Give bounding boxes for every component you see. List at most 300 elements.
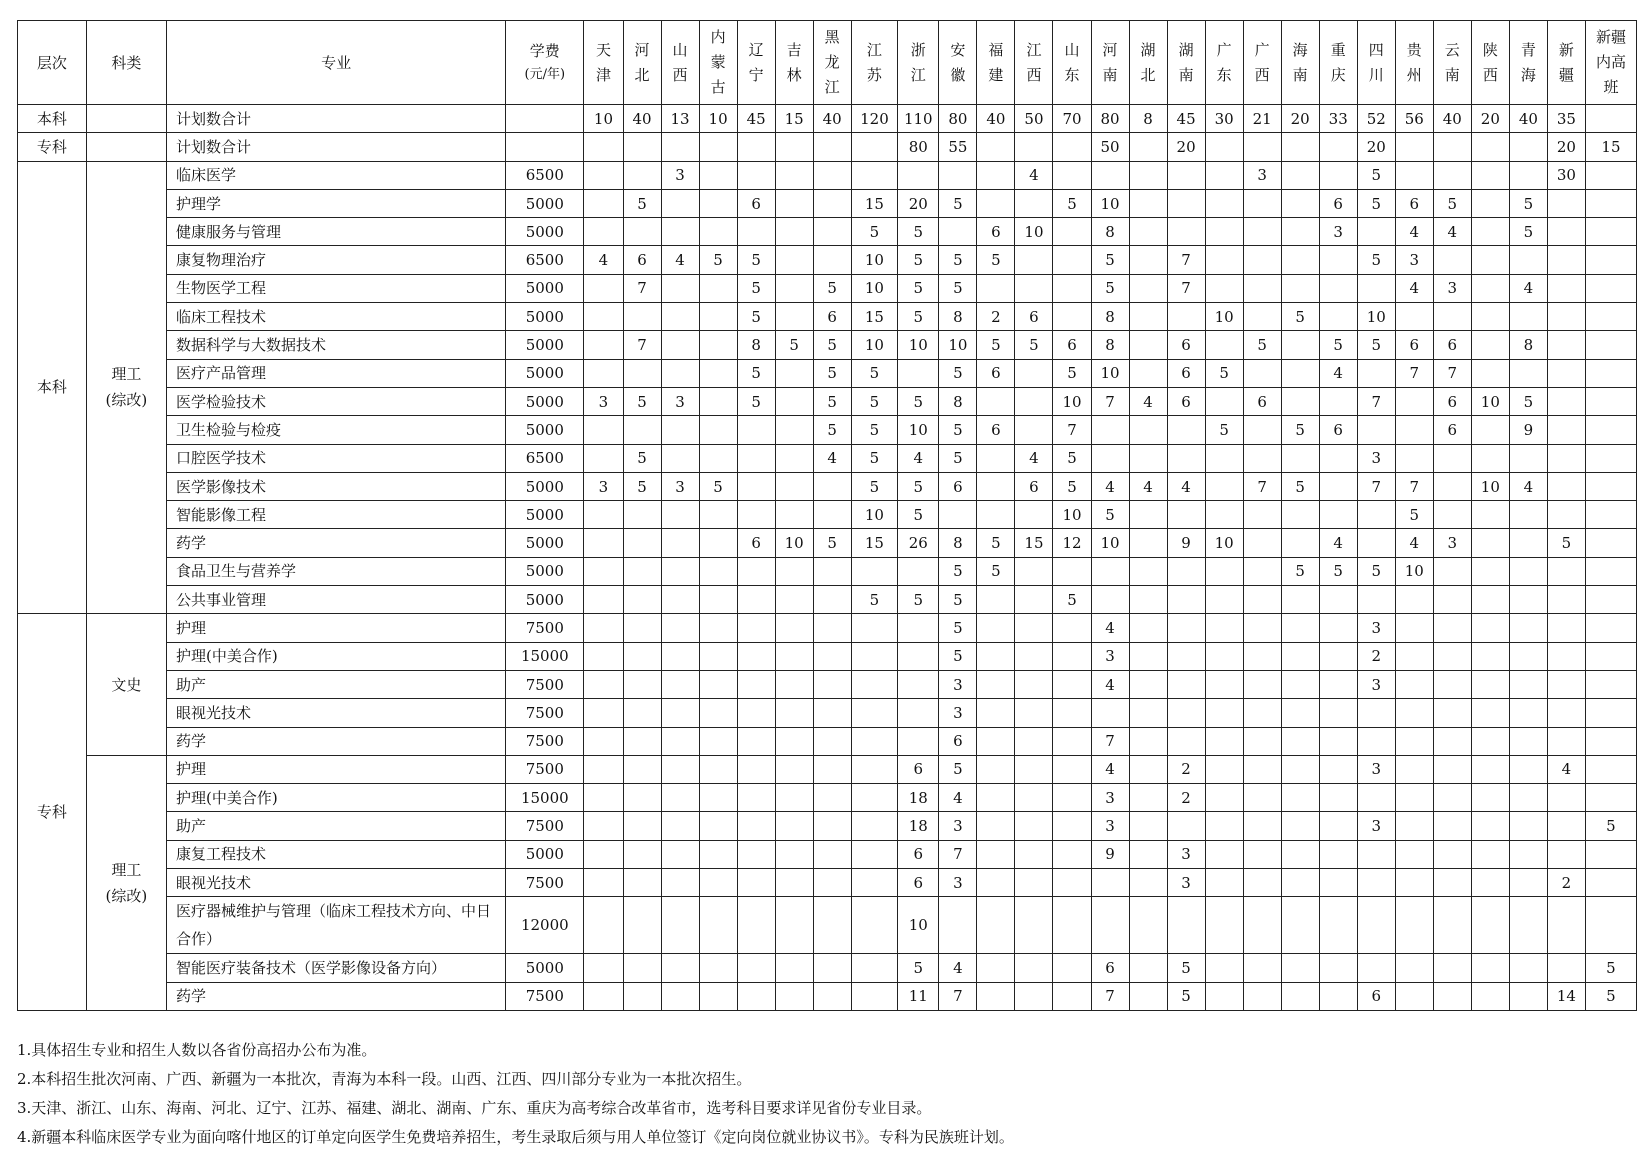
value-cell: 10 (851, 246, 897, 274)
value-cell: 5 (1509, 218, 1547, 246)
header-province: 福 建 (977, 21, 1015, 105)
value-cell (851, 982, 897, 1010)
value-cell (1509, 586, 1547, 614)
value-cell (1129, 614, 1167, 642)
value-cell: 20 (1281, 105, 1319, 133)
value-cell: 5 (898, 303, 939, 331)
value-cell (977, 670, 1015, 698)
value-cell (623, 954, 661, 982)
value-cell: 5 (939, 586, 977, 614)
value-cell: 4 (1395, 218, 1433, 246)
value-cell (1015, 670, 1053, 698)
value-cell (1243, 897, 1281, 954)
value-cell (1395, 727, 1433, 755)
value-cell (737, 869, 775, 897)
value-cell (1433, 614, 1471, 642)
value-cell: 3 (1357, 444, 1395, 472)
value-cell (1053, 218, 1091, 246)
value-cell: 5 (939, 755, 977, 783)
value-cell (977, 444, 1015, 472)
value-cell: 20 (1357, 133, 1395, 161)
value-cell (661, 189, 699, 217)
value-cell (699, 982, 737, 1010)
value-cell (1471, 840, 1509, 868)
value-cell: 5 (1053, 444, 1091, 472)
value-cell (939, 161, 977, 189)
value-cell (584, 501, 623, 529)
value-cell: 5 (898, 501, 939, 529)
value-cell (775, 189, 813, 217)
header-fee-unit: (元/年) (524, 66, 566, 82)
header-province: 海 南 (1281, 21, 1319, 105)
value-cell: 3 (1395, 246, 1433, 274)
value-cell: 4 (1015, 161, 1053, 189)
value-cell (775, 812, 813, 840)
value-cell (1281, 444, 1319, 472)
value-cell (623, 812, 661, 840)
value-cell (1091, 869, 1129, 897)
value-cell (1585, 274, 1636, 302)
value-cell: 33 (1319, 105, 1357, 133)
value-cell: 5 (623, 189, 661, 217)
value-cell (1547, 218, 1585, 246)
value-cell (851, 897, 897, 954)
value-cell (851, 614, 897, 642)
value-cell: 3 (939, 869, 977, 897)
value-cell: 7 (1357, 472, 1395, 500)
major-cell: 医疗器械维护与管理（临床工程技术方向、中日合作） (167, 897, 506, 954)
value-cell: 10 (898, 331, 939, 359)
value-cell (623, 784, 661, 812)
value-cell: 10 (851, 501, 897, 529)
fee-cell: 5000 (506, 303, 584, 331)
table-row (18, 614, 1637, 642)
value-cell (661, 982, 699, 1010)
value-cell (584, 359, 623, 387)
value-cell (1509, 557, 1547, 585)
value-cell: 5 (699, 472, 737, 500)
value-cell (1585, 387, 1636, 415)
value-cell (1357, 218, 1395, 246)
value-cell (1015, 614, 1053, 642)
value-cell: 2 (977, 303, 1015, 331)
value-cell (661, 133, 699, 161)
value-cell (1471, 557, 1509, 585)
value-cell (699, 359, 737, 387)
header-province: 辽 宁 (737, 21, 775, 105)
value-cell: 20 (1167, 133, 1205, 161)
value-cell (1585, 161, 1636, 189)
value-cell (1585, 557, 1636, 585)
value-cell: 6 (939, 727, 977, 755)
value-cell (1281, 501, 1319, 529)
value-cell (1509, 303, 1547, 331)
value-cell (1319, 840, 1357, 868)
value-cell (699, 303, 737, 331)
header-province: 贵 州 (1395, 21, 1433, 105)
value-cell (1395, 982, 1433, 1010)
value-cell (1433, 727, 1471, 755)
value-cell (1129, 840, 1167, 868)
value-cell (939, 897, 977, 954)
header-province: 广 东 (1205, 21, 1243, 105)
value-cell (1205, 840, 1243, 868)
value-cell (1015, 359, 1053, 387)
value-cell: 3 (1091, 812, 1129, 840)
value-cell: 5 (1243, 331, 1281, 359)
value-cell: 7 (1091, 387, 1129, 415)
value-cell (1509, 897, 1547, 954)
value-cell (1585, 755, 1636, 783)
value-cell (661, 416, 699, 444)
table-row (18, 246, 1637, 274)
value-cell (699, 784, 737, 812)
table-row (18, 529, 1637, 557)
value-cell: 6 (1053, 331, 1091, 359)
value-cell: 4 (1091, 472, 1129, 500)
value-cell (1585, 444, 1636, 472)
admission-plan-table (17, 20, 1637, 1011)
value-cell: 8 (939, 303, 977, 331)
value-cell (1547, 246, 1585, 274)
value-cell (584, 218, 623, 246)
value-cell (737, 670, 775, 698)
value-cell (1433, 161, 1471, 189)
value-cell: 3 (1319, 218, 1357, 246)
value-cell (1319, 869, 1357, 897)
value-cell (1091, 416, 1129, 444)
table-row (18, 755, 1637, 783)
value-cell: 70 (1053, 105, 1091, 133)
value-cell: 120 (851, 105, 897, 133)
value-cell (699, 416, 737, 444)
value-cell (1471, 727, 1509, 755)
value-cell: 5 (1205, 416, 1243, 444)
header-province: 重 庆 (1319, 21, 1357, 105)
value-cell (1015, 727, 1053, 755)
value-cell (1319, 812, 1357, 840)
value-cell: 6 (977, 416, 1015, 444)
table-row (18, 416, 1637, 444)
value-cell (775, 246, 813, 274)
value-cell: 5 (1433, 189, 1471, 217)
value-cell (813, 755, 851, 783)
value-cell (1129, 755, 1167, 783)
value-cell: 3 (939, 670, 977, 698)
value-cell (813, 727, 851, 755)
table-row (18, 897, 1637, 954)
fee-cell: 5000 (506, 954, 584, 982)
admission-plan-table-wrapper (17, 20, 1637, 1011)
value-cell (1053, 557, 1091, 585)
value-cell (1547, 840, 1585, 868)
value-cell: 4 (1547, 755, 1585, 783)
value-cell (1471, 133, 1509, 161)
value-cell (1129, 274, 1167, 302)
value-cell (977, 614, 1015, 642)
major-cell: 护理(中美合作) (167, 642, 506, 670)
value-cell (1319, 727, 1357, 755)
value-cell: 10 (775, 529, 813, 557)
header-province: 山 西 (661, 21, 699, 105)
value-cell (977, 869, 1015, 897)
value-cell: 10 (1053, 387, 1091, 415)
header-major: 专业 (167, 21, 506, 105)
header-province: 广 西 (1243, 21, 1281, 105)
value-cell (737, 444, 775, 472)
value-cell: 5 (1167, 982, 1205, 1010)
value-cell (1015, 699, 1053, 727)
value-cell (661, 954, 699, 982)
value-cell: 6 (898, 840, 939, 868)
value-cell: 5 (623, 444, 661, 472)
value-cell (1357, 897, 1395, 954)
value-cell (851, 557, 897, 585)
value-cell (1319, 303, 1357, 331)
value-cell: 3 (1167, 840, 1205, 868)
value-cell: 5 (898, 387, 939, 415)
value-cell (1547, 359, 1585, 387)
value-cell (1053, 246, 1091, 274)
value-cell (1509, 699, 1547, 727)
value-cell (1281, 529, 1319, 557)
value-cell (1205, 727, 1243, 755)
value-cell (584, 614, 623, 642)
value-cell (1015, 897, 1053, 954)
value-cell: 8 (939, 387, 977, 415)
value-cell: 5 (1015, 331, 1053, 359)
value-cell (1167, 670, 1205, 698)
value-cell: 5 (1547, 529, 1585, 557)
value-cell (699, 869, 737, 897)
value-cell: 7 (1357, 387, 1395, 415)
value-cell (977, 387, 1015, 415)
value-cell (1243, 274, 1281, 302)
value-cell (1471, 303, 1509, 331)
value-cell (775, 670, 813, 698)
value-cell (898, 161, 939, 189)
value-cell (1281, 614, 1319, 642)
value-cell: 6 (1015, 472, 1053, 500)
value-cell: 5 (1091, 501, 1129, 529)
value-cell: 5 (1357, 161, 1395, 189)
value-cell: 5 (939, 359, 977, 387)
value-cell (623, 501, 661, 529)
value-cell (1395, 755, 1433, 783)
value-cell: 15 (1015, 529, 1053, 557)
value-cell (1319, 954, 1357, 982)
value-cell (699, 614, 737, 642)
level-cell: 本科 (18, 105, 87, 133)
fee-cell: 12000 (506, 897, 584, 954)
value-cell (1053, 954, 1091, 982)
value-cell (584, 444, 623, 472)
value-cell: 7 (1091, 727, 1129, 755)
value-cell: 6 (1167, 387, 1205, 415)
value-cell (1129, 727, 1167, 755)
value-cell: 11 (898, 982, 939, 1010)
value-cell: 5 (851, 472, 897, 500)
value-cell (1053, 642, 1091, 670)
value-cell (1015, 246, 1053, 274)
value-cell: 4 (1395, 274, 1433, 302)
value-cell: 5 (851, 416, 897, 444)
value-cell (1319, 501, 1357, 529)
header-province: 江 西 (1015, 21, 1053, 105)
value-cell (851, 670, 897, 698)
value-cell (737, 727, 775, 755)
value-cell (851, 727, 897, 755)
fee-cell: 6500 (506, 246, 584, 274)
value-cell (623, 133, 661, 161)
value-cell: 50 (1091, 133, 1129, 161)
value-cell: 5 (1091, 246, 1129, 274)
value-cell: 4 (813, 444, 851, 472)
value-cell (584, 727, 623, 755)
value-cell (1243, 501, 1281, 529)
value-cell: 6 (977, 218, 1015, 246)
value-cell (1281, 954, 1319, 982)
table-row (18, 303, 1637, 331)
header-row (18, 21, 1637, 105)
value-cell (661, 529, 699, 557)
value-cell (1433, 472, 1471, 500)
value-cell (1585, 472, 1636, 500)
value-cell (1015, 812, 1053, 840)
value-cell (1053, 812, 1091, 840)
value-cell (1585, 840, 1636, 868)
value-cell (1395, 699, 1433, 727)
value-cell: 4 (1091, 614, 1129, 642)
value-cell: 6 (1395, 331, 1433, 359)
value-cell (699, 218, 737, 246)
value-cell (939, 218, 977, 246)
header-province: 山 东 (1053, 21, 1091, 105)
value-cell: 80 (1091, 105, 1129, 133)
value-cell: 6 (1433, 416, 1471, 444)
value-cell (1053, 133, 1091, 161)
value-cell: 80 (939, 105, 977, 133)
value-cell (623, 161, 661, 189)
value-cell (898, 670, 939, 698)
value-cell: 5 (813, 331, 851, 359)
value-cell (1243, 755, 1281, 783)
value-cell: 5 (1091, 274, 1129, 302)
major-cell: 口腔医学技术 (167, 444, 506, 472)
value-cell (1509, 954, 1547, 982)
value-cell (661, 727, 699, 755)
table-row (18, 586, 1637, 614)
value-cell (584, 784, 623, 812)
value-cell (1129, 897, 1167, 954)
value-cell: 4 (1091, 670, 1129, 698)
value-cell (977, 784, 1015, 812)
value-cell (1129, 501, 1167, 529)
value-cell (813, 699, 851, 727)
value-cell (1129, 303, 1167, 331)
value-cell (1129, 246, 1167, 274)
value-cell: 4 (1395, 529, 1433, 557)
value-cell (1585, 359, 1636, 387)
header-province: 新 疆 (1547, 21, 1585, 105)
value-cell (1167, 642, 1205, 670)
value-cell (1395, 812, 1433, 840)
value-cell (1167, 303, 1205, 331)
value-cell: 8 (1091, 331, 1129, 359)
value-cell (1205, 897, 1243, 954)
value-cell: 4 (939, 784, 977, 812)
value-cell (775, 755, 813, 783)
value-cell (1471, 982, 1509, 1010)
value-cell (775, 982, 813, 1010)
value-cell (1357, 501, 1395, 529)
value-cell (1129, 189, 1167, 217)
value-cell (1281, 189, 1319, 217)
value-cell (737, 897, 775, 954)
fee-cell: 5000 (506, 840, 584, 868)
value-cell (851, 755, 897, 783)
value-cell (1547, 727, 1585, 755)
value-cell (584, 303, 623, 331)
value-cell (584, 557, 623, 585)
value-cell (1129, 642, 1167, 670)
value-cell (775, 274, 813, 302)
value-cell: 7 (1433, 359, 1471, 387)
value-cell (1395, 897, 1433, 954)
value-cell: 5 (1281, 557, 1319, 585)
table-row (18, 642, 1637, 670)
value-cell (1281, 755, 1319, 783)
value-cell: 5 (1319, 331, 1357, 359)
value-cell: 2 (1357, 642, 1395, 670)
fee-cell: 5000 (506, 472, 584, 500)
value-cell: 5 (1205, 359, 1243, 387)
value-cell (1547, 897, 1585, 954)
major-cell: 护理 (167, 614, 506, 642)
value-cell (1281, 586, 1319, 614)
table-row (18, 444, 1637, 472)
value-cell: 7 (939, 982, 977, 1010)
value-cell: 10 (898, 897, 939, 954)
value-cell (1015, 869, 1053, 897)
value-cell (1433, 982, 1471, 1010)
value-cell (1281, 897, 1319, 954)
fee-cell: 7500 (506, 869, 584, 897)
value-cell (1205, 274, 1243, 302)
value-cell (1015, 133, 1053, 161)
value-cell (1319, 784, 1357, 812)
value-cell (1205, 670, 1243, 698)
value-cell (661, 557, 699, 585)
value-cell (1243, 869, 1281, 897)
value-cell: 15 (1585, 133, 1636, 161)
value-cell (699, 133, 737, 161)
value-cell: 6 (898, 755, 939, 783)
value-cell (775, 501, 813, 529)
header-fee-label: 学费 (529, 41, 560, 60)
value-cell: 10 (1091, 189, 1129, 217)
value-cell (1471, 189, 1509, 217)
value-cell: 7 (623, 331, 661, 359)
value-cell: 20 (898, 189, 939, 217)
value-cell (1433, 755, 1471, 783)
table-row (18, 869, 1637, 897)
value-cell (1547, 614, 1585, 642)
value-cell (661, 444, 699, 472)
value-cell: 5 (851, 218, 897, 246)
fee-cell: 7500 (506, 614, 584, 642)
value-cell (661, 274, 699, 302)
